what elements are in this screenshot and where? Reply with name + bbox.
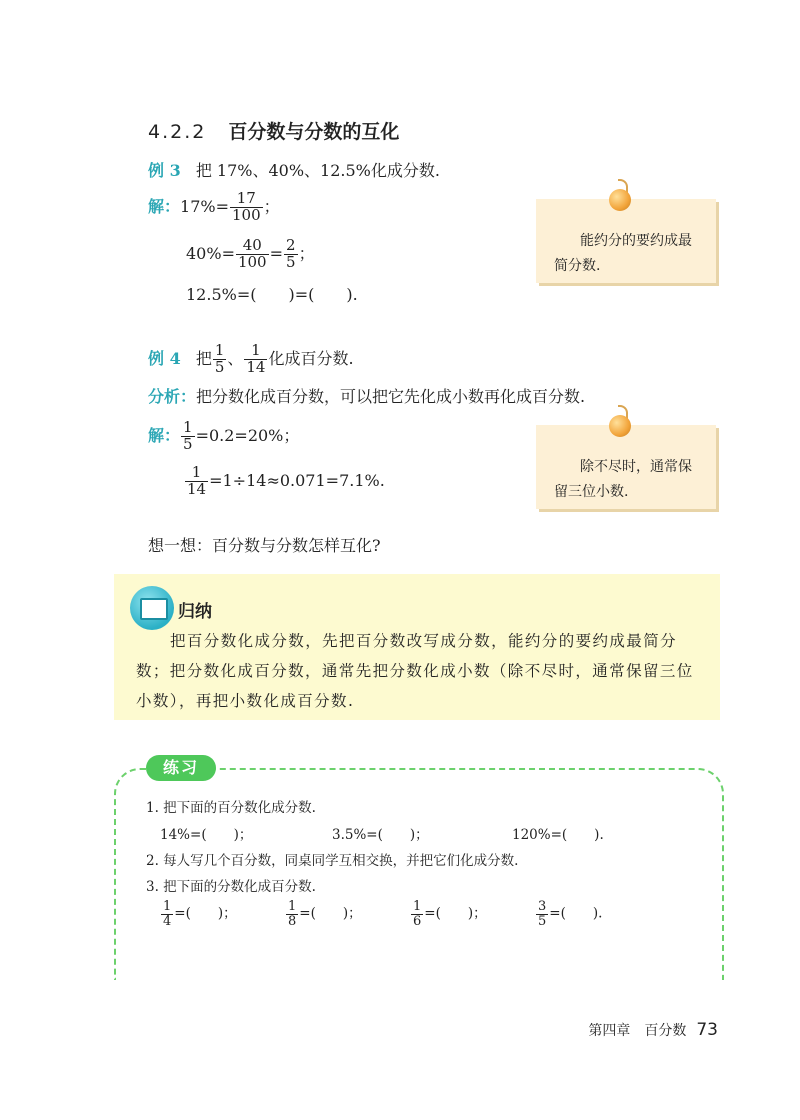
section-number: 4.2.2 — [148, 121, 207, 143]
practice-badge: 练习 — [146, 755, 216, 781]
fraction-denominator: 100 — [237, 252, 267, 271]
section-name: 百分数与分数的互化 — [228, 121, 400, 143]
fraction-numerator: 1 — [185, 465, 208, 482]
footer-chapter: 第四章 百分数 — [588, 1023, 687, 1039]
example3-line2 — [186, 238, 315, 271]
fraction-denominator: 6 — [413, 913, 422, 929]
example3-l2-end: ； — [298, 243, 315, 263]
section-title — [148, 117, 399, 144]
fraction-3-5 — [536, 900, 548, 928]
fraction-1-5 — [181, 420, 195, 453]
example3-prompt-line — [148, 163, 440, 179]
fraction-denominator: 5 — [183, 434, 193, 453]
fraction-1-14 — [244, 343, 267, 376]
fraction-1-5 — [213, 343, 227, 376]
example4-analysis-label: 分析： — [148, 387, 197, 406]
fraction-denominator: 4 — [163, 913, 172, 929]
example4-prompt-post: 化成百分数. — [268, 348, 354, 368]
book-stack-icon — [140, 598, 168, 620]
example3-l2-left: 40%= — [186, 243, 235, 263]
example3-label: 例 3 — [148, 161, 181, 180]
practice-q1: 1. 把下面的百分数化成分数. — [146, 800, 316, 816]
fraction-numerator: 2 — [286, 236, 296, 254]
think-prompt: 想一想：百分数与分数怎样互化? — [148, 536, 381, 555]
practice-q3-item-1 — [160, 900, 237, 928]
practice-q2: 2. 每人写几个百分数，同桌同学互相交换，并把它们化成分数. — [146, 853, 519, 869]
pushpin-icon — [609, 189, 631, 211]
page-footer — [588, 1020, 718, 1040]
example3-l1-end: ； — [263, 196, 280, 216]
fraction-numerator: 1 — [163, 899, 172, 914]
practice-q1-a: 14%=( )； — [160, 827, 253, 843]
practice-q3-item-rest: =( )； — [174, 905, 237, 922]
fraction-numerator: 1 — [244, 343, 267, 360]
practice-q3-item-3 — [410, 900, 487, 928]
fraction-1-4 — [161, 900, 173, 928]
fraction-numerator: 1 — [413, 899, 422, 914]
practice-q3-item-rest: =( )； — [424, 905, 487, 922]
summary-text: 把百分数化成分数，先把百分数改写成分数，能约分的要约成最简分数；把分数化成百分数，通常先把分数化成小数（除不尽时，通常保留三位小数），再把小数化成百分数. — [136, 632, 694, 710]
separator: 、 — [227, 348, 244, 368]
fraction-1-14 — [185, 465, 208, 498]
fraction-denominator: 100 — [231, 205, 261, 224]
pushpin-icon — [609, 415, 631, 437]
tip-note-1 — [536, 199, 716, 283]
fraction-numerator: 3 — [538, 899, 547, 914]
example4-label: 例 4 — [148, 348, 181, 368]
fraction-2-5 — [284, 238, 298, 271]
example3-solution-label: 解： — [148, 196, 181, 216]
example3-line1 — [148, 191, 280, 224]
fraction-denominator: 14 — [246, 357, 266, 376]
example3-l1-left: 17%= — [180, 196, 229, 216]
fraction-1-8 — [286, 900, 298, 928]
practice-q1-b: 3.5%=( )； — [332, 827, 429, 843]
practice-q3-item-4 — [535, 900, 602, 928]
fraction-denominator: 8 — [288, 913, 297, 929]
summary-title: 归纳 — [178, 602, 212, 622]
example4-solution-line1 — [148, 420, 299, 453]
fraction-numerator: 1 — [214, 341, 225, 359]
practice-q3-item-rest: =( ). — [549, 905, 603, 922]
fraction-denominator: 14 — [187, 479, 207, 498]
practice-q1-c: 120%=( ). — [512, 827, 604, 843]
tip-note-2 — [536, 425, 716, 509]
fraction-17-100 — [230, 191, 263, 224]
fraction-numerator: 1 — [288, 899, 297, 914]
fraction-numerator: 17 — [230, 191, 263, 208]
example3-prompt: 把 17%、40%、12.5%化成分数. — [195, 161, 440, 180]
example4-solution-line2 — [184, 465, 385, 498]
example4-s2-rest: =1÷14≈0.071=7.1%. — [209, 470, 385, 490]
equals-sign: = — [269, 243, 284, 263]
fraction-numerator: 40 — [236, 238, 269, 255]
practice-q3: 3. 把下面的分数化成百分数. — [146, 879, 316, 895]
fraction-denominator: 5 — [214, 357, 225, 376]
example4-prompt-pre: 把 — [195, 348, 212, 368]
fraction-denominator: 5 — [538, 913, 547, 929]
example4-analysis-line — [148, 389, 585, 405]
fraction-denominator: 5 — [286, 252, 296, 271]
example4-analysis: 把分数化成百分数，可以把它先化成小数再化成百分数. — [196, 387, 586, 406]
fraction-1-6 — [411, 900, 423, 928]
tip-note-2-text: 除不尽时，通常保留三位小数. — [554, 459, 692, 500]
practice-q3-item-2 — [285, 900, 362, 928]
page-number: 73 — [696, 1020, 718, 1040]
tip-note-1-text: 能约分的要约成最简分数. — [554, 233, 692, 274]
example4-prompt-line — [148, 343, 354, 376]
example4-solution-label: 解： — [148, 425, 181, 445]
example3-line3: 12.5%=( )=( ). — [186, 285, 358, 304]
fraction-40-100 — [236, 238, 269, 271]
practice-q3-item-rest: =( )； — [299, 905, 362, 922]
example4-s1-rest: =0.2=20%； — [195, 425, 300, 445]
fraction-numerator: 1 — [183, 418, 193, 436]
